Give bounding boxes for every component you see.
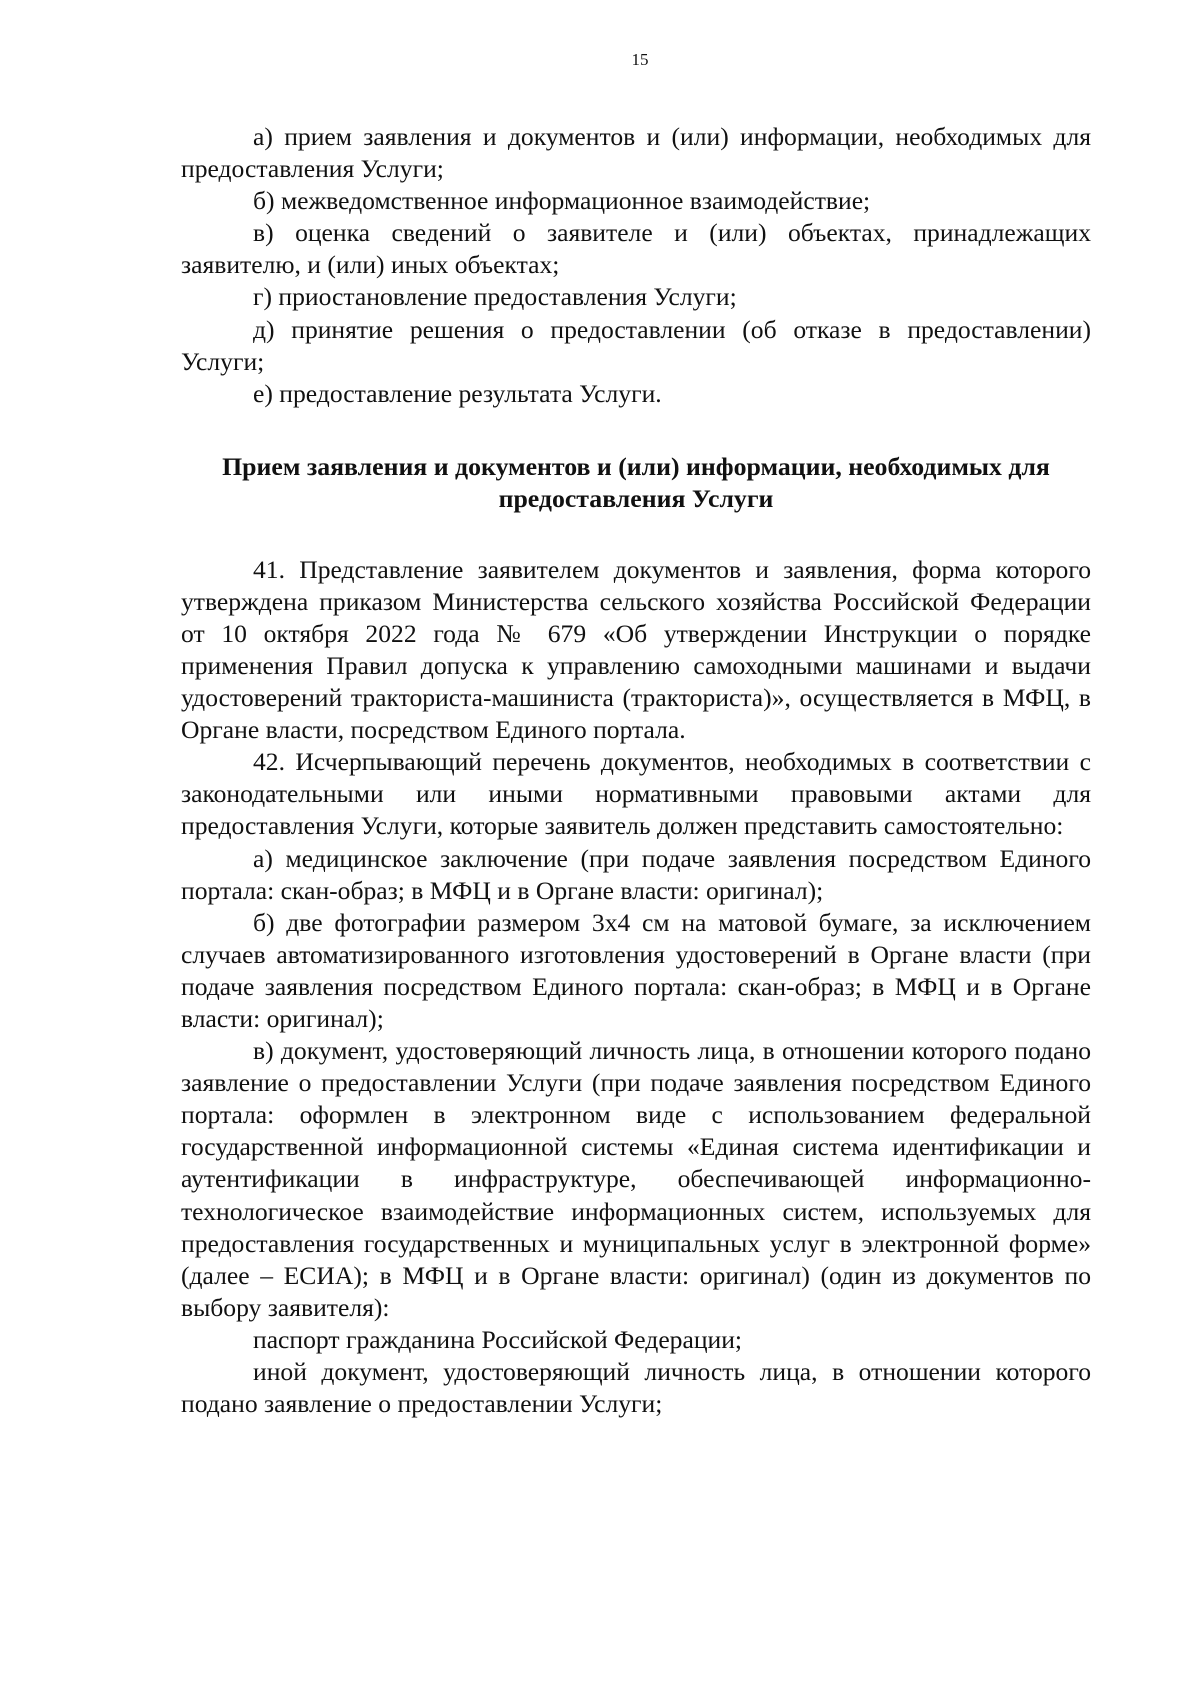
- list-item-b: б) межведомственное информационное взаимодействие;: [253, 186, 871, 216]
- paragraph-41: 41. Представление заявителем документов и заявления, форма которого утверждена приказом Министерства сельского хозяйства Российской Федерации от 10 октября 2022 года № 679 «Об утверждении Инструкции о порядке применения Правил допуска к управлению самоходными машинами и выдачи удостоверений тракториста-машиниста (тракториста)», осуществляется в МФЦ, в Органе власти, посредством Единого портала.: [181, 554, 1091, 745]
- list-item-passport: паспорт гражданина Российской Федерации;: [253, 1324, 743, 1354]
- document-body: [181, 121, 1091, 1420]
- list-item-d: д) принятие решения о предоставлении (об отказе в предоставлении) Услуги;: [181, 314, 1091, 376]
- paragraph-42-v: в) документ, удостоверяющий личность лица, в отношении которого подано заявление о предоставлении Услуги (при подаче заявления посредством Единого портала: оформлен в электронном виде с использованием федеральной государственной информационной системы «Единая система идентификации и аутентификации в инфраструктуре, обеспечивающей информационно-технологическое взаимодействие информационных систем, используемых для предоставления государственных и муниципальных услуг в электронной форме» (далее – ЕСИА); в МФЦ и в Органе власти: оригинал) (один из документов по выбору заявителя):: [181, 1036, 1091, 1322]
- list-item-a: а) прием заявления и документов и (или) информации, необходимых для предоставления Услуги;: [181, 122, 1091, 184]
- list-item-e: е) предоставление результата Услуги.: [253, 378, 662, 408]
- list-item-other-id: иной документ, удостоверяющий личность лица, в отношении которого подано заявление о предоставлении Услуги;: [181, 1357, 1091, 1419]
- page-number: 15: [631, 50, 649, 69]
- paragraph-42-b: б) две фотографии размером 3х4 см на матовой бумаге, за исключением случаев автоматизированного изготовления удостоверений в Органе власти (при подаче заявления посредством Единого портала: скан-образ; в МФЦ и в Органе власти: оригинал);: [181, 907, 1091, 1033]
- paragraph-42: 42. Исчерпывающий перечень документов, необходимых в соответствии с законодательными или иными нормативными правовыми актами для предоставления Услуги, которые заявитель должен представить самостоятельно:: [181, 747, 1091, 841]
- paragraph-42-a: а) медицинское заключение (при подаче заявления посредством Единого портала: скан-образ; в МФЦ и в Органе власти: оригинал);: [181, 843, 1091, 905]
- section-heading: Прием заявления и документов и (или) информации, необходимых для предоставления Услуги: [222, 451, 1050, 514]
- list-item-g: г) приостановление предоставления Услуги;: [253, 282, 737, 312]
- list-item-v: в) оценка сведений о заявителе и (или) объектах, принадлежащих заявителю, и (или) иных объектах;: [181, 218, 1091, 280]
